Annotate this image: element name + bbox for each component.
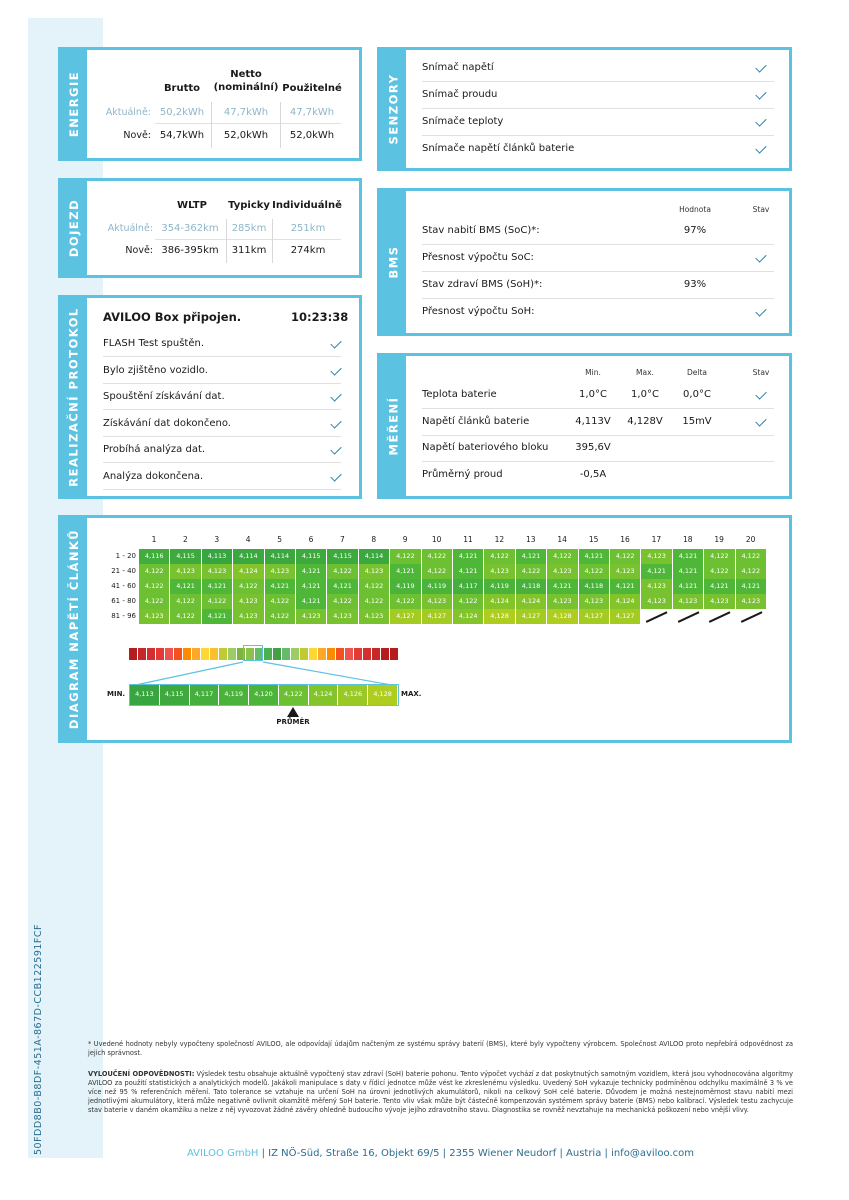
average-marker-icon [287, 707, 299, 717]
grid-row-label: 81 - 96 [111, 612, 136, 620]
grid-row-label: 41 - 60 [111, 582, 136, 590]
range-header-wltp: WLTP [177, 200, 207, 211]
check-icon [330, 470, 341, 481]
cell-voltage: 4,121 [704, 579, 735, 594]
scale-max-label: MAX. [401, 690, 422, 698]
divider [422, 435, 774, 436]
bms-tab: BMS [380, 191, 406, 333]
range-nove-typicky: 311km [231, 245, 267, 256]
cell-voltage: 4,122 [139, 579, 170, 594]
cell-voltage: 4,121 [673, 579, 704, 594]
protocol-time: 10:23:38 [291, 310, 349, 324]
divider [422, 298, 774, 299]
check-icon [755, 415, 766, 426]
spectrum-segment [363, 648, 371, 660]
energy-akt-brutto: 50,2kWh [159, 107, 205, 118]
meas-row-min: 395,6V [575, 442, 611, 453]
spectrum-segment [354, 648, 362, 660]
scale-cell: 4,119 [219, 685, 249, 705]
divider [422, 81, 774, 82]
divider [422, 108, 774, 109]
spectrum-segment [345, 648, 353, 660]
range-akt-indiv: 251km [290, 223, 326, 234]
cell-voltage: 4,122 [327, 564, 358, 579]
spectrum-segment [264, 648, 272, 660]
cell-voltage: 4,127 [579, 609, 610, 624]
cell-voltage: 4,122 [736, 549, 767, 564]
cell-voltage: 4,123 [547, 564, 578, 579]
scale-cell: 4,126 [338, 685, 368, 705]
divider [103, 409, 341, 410]
grid-column-header: 3 [214, 535, 220, 544]
cell-voltage: 4,123 [641, 594, 672, 609]
spectrum-segment [228, 648, 236, 660]
scale-cell: 4,117 [190, 685, 220, 705]
cell-voltage: 4,121 [736, 579, 767, 594]
address-text: | IZ NÖ-Süd, Straße 16, Objekt 69/5 | 2355 Wiener Neudorf | Austria | info@aviloo.com [258, 1148, 695, 1159]
grid-column-header: 9 [402, 535, 408, 544]
cell-voltage: 4,124 [610, 594, 641, 609]
meas-header-delta: Delta [686, 368, 707, 377]
cell-voltage: 4,121 [390, 564, 421, 579]
cell-voltage: 4,116 [139, 549, 170, 564]
spectrum-segment [327, 648, 335, 660]
cell-voltage: 4,128 [547, 609, 578, 624]
measurement-box [377, 353, 792, 499]
cell-voltage: 4,122 [265, 594, 296, 609]
check-icon [755, 251, 766, 262]
sensor-item-label: Snímače napětí článků baterie [422, 143, 575, 154]
scale-cell: 4,115 [160, 685, 190, 705]
divider [103, 436, 341, 437]
grid-row-label: 61 - 80 [111, 597, 136, 605]
cell-voltage: 4,122 [359, 594, 390, 609]
cell-voltage: 4,115 [327, 549, 358, 564]
cell-voltage: 4,121 [170, 579, 201, 594]
spectrum-segment [291, 648, 299, 660]
energy-akt-netto: 47,7kWh [223, 107, 269, 118]
grid-column-header: 4 [245, 535, 251, 544]
energy-header-netto: Netto (nominální) [213, 69, 279, 93]
divider [226, 219, 227, 263]
range-box [58, 178, 362, 278]
spectrum-segment [165, 648, 173, 660]
protocol-item-label: Získávání dat dokončeno. [103, 417, 231, 429]
energy-box [58, 47, 362, 161]
cell-voltage: 4,127 [610, 609, 641, 624]
check-icon [755, 61, 766, 72]
meas-row-min: 1,0°C [579, 389, 607, 400]
divider [272, 219, 273, 263]
energy-tab: ENERGIE [61, 50, 87, 158]
spectrum-segment [309, 648, 317, 660]
scale-cell: 4,128 [368, 685, 398, 705]
bms-row-label: Přesnost výpočtu SoC: [422, 252, 534, 263]
cell-voltage: 4,121 [265, 579, 296, 594]
cell-diagram-tab: DIAGRAM NAPĚTÍ ČLÁNKŮ [61, 518, 87, 740]
grid-column-header: 13 [526, 535, 536, 544]
check-icon [330, 364, 341, 375]
cell-voltage: 4,122 [704, 549, 735, 564]
meas-row-label: Průměrný proud [422, 468, 503, 480]
cell-voltage: 4,122 [610, 549, 641, 564]
company-name: AVILOO GmbH [186, 1148, 259, 1159]
bms-header-state: Stav [752, 205, 770, 214]
grid-column-header: 12 [494, 535, 505, 544]
cell-voltage: 4,124 [484, 594, 515, 609]
divider [422, 408, 774, 409]
empty-cell-slash [646, 611, 668, 622]
cell-voltage: 4,115 [296, 549, 327, 564]
range-header-individualne: Individuálně [272, 200, 342, 211]
empty-cell-slash [678, 611, 700, 622]
divider [422, 461, 774, 462]
grid-column-header: 11 [463, 535, 473, 544]
energy-label-nove: Nově: [123, 130, 151, 141]
grid-column-header: 16 [620, 535, 630, 544]
grid-column-header: 19 [714, 535, 724, 544]
bms-row-label: Stav zdraví BMS (SoH)*: [422, 279, 543, 290]
meas-row-max: 4,128V [627, 415, 663, 427]
cell-voltage: 4,122 [139, 594, 170, 609]
bms-row-value: 93% [683, 279, 707, 290]
cell-voltage: 4,113 [202, 549, 233, 564]
grid-column-header: 15 [588, 535, 599, 544]
energy-header-pouzitelne: Použitelné [282, 83, 342, 94]
divider [211, 102, 212, 148]
cell-voltage: 4,123 [641, 549, 672, 564]
cell-voltage: 4,121 [296, 564, 327, 579]
cell-voltage: 4,123 [170, 564, 201, 579]
energy-akt-pouz: 47,7kWh [289, 107, 335, 118]
cell-voltage: 4,123 [422, 594, 453, 609]
grid-column-header: 6 [308, 535, 314, 544]
cell-voltage: 4,123 [736, 594, 767, 609]
range-akt-typicky: 285km [231, 223, 267, 234]
check-icon [330, 417, 341, 428]
cell-voltage: 4,117 [453, 579, 484, 594]
bms-box [377, 188, 792, 336]
meas-row-delta: 15mV [682, 415, 712, 427]
cell-voltage: 4,115 [170, 549, 201, 564]
cell-voltage: 4,119 [422, 579, 453, 594]
sensors-tab: SENZORY [380, 50, 406, 168]
protocol-box [58, 295, 362, 499]
cell-voltage: 4,123 [641, 579, 672, 594]
cell-voltage: 4,127 [390, 609, 421, 624]
sensors-box [377, 47, 792, 171]
divider [280, 102, 281, 148]
spectrum-segment [273, 648, 281, 660]
cell-voltage: 4,121 [673, 564, 704, 579]
divider [155, 123, 341, 124]
cell-voltage: 4,119 [390, 579, 421, 594]
cell-voltage: 4,123 [233, 594, 264, 609]
cell-voltage: 4,121 [641, 564, 672, 579]
spectrum-highlight [243, 645, 263, 661]
cell-voltage: 4,121 [327, 579, 358, 594]
cell-voltage: 4,118 [579, 579, 610, 594]
grid-column-header: 8 [371, 535, 377, 544]
bms-row-label: Stav nabití BMS (SoC)*: [422, 225, 540, 236]
cell-voltage: 4,114 [233, 549, 264, 564]
scale-cell: 4,120 [249, 685, 279, 705]
range-tab: DOJEZD [61, 181, 87, 275]
protocol-tab: REALIZAČNÍ PROTOKOL [61, 298, 87, 496]
scale-cell: 4,113 [130, 685, 160, 705]
cell-voltage: 4,123 [359, 609, 390, 624]
sensor-item-label: Snímače teploty [422, 116, 504, 127]
energy-nove-netto: 52,0kWh [223, 130, 269, 141]
cell-voltage: 4,122 [453, 594, 484, 609]
color-spectrum [129, 648, 399, 660]
sensor-item-label: Snímač proudu [422, 89, 498, 100]
protocol-item-label: Probíhá analýza dat. [103, 444, 206, 455]
cell-voltage: 4,122 [170, 594, 201, 609]
energy-nove-pouz: 52,0kWh [289, 130, 335, 141]
cell-voltage: 4,128 [484, 609, 515, 624]
check-icon [755, 305, 766, 316]
meas-row-max: 1,0°C [631, 389, 659, 400]
meas-header-state: Stav [752, 368, 770, 377]
cell-voltage: 4,123 [327, 609, 358, 624]
cell-voltage: 4,122 [704, 564, 735, 579]
spectrum-segment [156, 648, 164, 660]
cell-voltage: 4,123 [139, 609, 170, 624]
measurement-tab: MĚŘENÍ [380, 356, 406, 496]
cell-voltage: 4,121 [516, 549, 547, 564]
cell-voltage: 4,122 [736, 564, 767, 579]
divider [422, 244, 774, 245]
disclaimer [88, 1070, 793, 1115]
spectrum-segment [201, 648, 209, 660]
disclaimer-text: Výsledek testu obsahuje aktuálně vypočtený stav zdraví (SoH) baterie pohonu. Tento výpočet vychází z dat poskytnutých samotným vozidlem, která jsou vyhodnocována algoritmy AVILOO za použití statistických a analytických modelů. Jakákoli manipulace s daty v řídicí jednotce může vést ke zkreslenému výsledku. Uvedený SoH vykazuje technicky podmíněnou odchylku maximálně 3 % ve více než 95 % referenčních měření. Tato tolerance se vztahuje na určení SoH na úrovni jednotlivých akumulátorů, nikoli na celkový SoH celé baterie. Důvodem je možná nestejnoměrnost stavu nabití mezi jednotlivými akumulátory, která může negativně ovlivnit okamžitě měřený SoH baterie. Tento vliv však může být částečně kompenzován systémem správy baterie (BMS) nebo kalibrací. Výsledek testu zachycuje stav baterie v daném okamžiku a nelze z něj vyvozovat žádné závěry ohledně budoucího vývoje jejího zdravotního stavu. Diagnostika se rovněž nevztahuje na mechanická poškození nebo vnější vlivy. [88, 1070, 794, 1114]
cell-voltage: 4,114 [265, 549, 296, 564]
cell-voltage: 4,122 [422, 549, 453, 564]
disclaimer-title: VYLOUČENÍ ODPOVĚDNOSTI: [88, 1070, 195, 1078]
cell-voltage: 4,123 [579, 594, 610, 609]
cell-voltage: 4,122 [139, 564, 170, 579]
meas-row-label: Napětí článků baterie [422, 415, 530, 427]
cell-voltage: 4,123 [610, 564, 641, 579]
spectrum-segment [129, 648, 137, 660]
spectrum-segment [390, 648, 398, 660]
spectrum-segment [381, 648, 389, 660]
grid-row-label: 1 - 20 [115, 552, 136, 560]
range-header-typicky: Typicky [228, 200, 270, 211]
spectrum-segment [210, 648, 218, 660]
grid-column-header: 14 [557, 535, 567, 544]
range-nove-indiv: 274km [290, 245, 326, 256]
divider [103, 383, 341, 384]
spectrum-segment [282, 648, 290, 660]
cell-voltage: 4,121 [579, 549, 610, 564]
cell-voltage: 4,127 [516, 609, 547, 624]
protocol-item-label: Bylo zjištěno vozidlo. [103, 364, 208, 376]
cell-voltage: 4,123 [547, 594, 578, 609]
empty-cell-slash [709, 611, 731, 622]
meas-header-min: Min. [585, 368, 601, 377]
check-icon [330, 337, 341, 348]
meas-row-label: Napětí bateriového bloku [422, 442, 549, 453]
cell-voltage: 4,122 [233, 579, 264, 594]
document-id: 50FDD8B0-B8DF-451A-867D-CCB122591FCF [33, 924, 44, 1155]
cell-voltage: 4,123 [233, 609, 264, 624]
protocol-title: AVILOO Box připojen. [103, 310, 242, 324]
divider [103, 462, 341, 463]
cell-diagram-box [58, 515, 792, 743]
cell-voltage: 4,121 [296, 594, 327, 609]
spectrum-segment [192, 648, 200, 660]
cell-voltage: 4,122 [516, 564, 547, 579]
cell-voltage: 4,122 [170, 609, 201, 624]
cell-voltage: 4,122 [202, 594, 233, 609]
cell-voltage: 4,124 [516, 594, 547, 609]
cell-voltage: 4,122 [390, 549, 421, 564]
check-icon [330, 443, 341, 454]
cell-voltage: 4,119 [484, 579, 515, 594]
cell-voltage: 4,123 [296, 609, 327, 624]
range-akt-wltp: 354-362km [161, 223, 219, 234]
grid-row-label: 21 - 40 [111, 567, 136, 575]
grid-column-header: 1 [151, 535, 157, 544]
spectrum-segment [174, 648, 182, 660]
spectrum-segment [147, 648, 155, 660]
spectrum-segment [138, 648, 146, 660]
cell-voltage: 4,123 [704, 594, 735, 609]
divider [422, 135, 774, 136]
divider [422, 271, 774, 272]
footer-address [88, 1148, 793, 1159]
cell-voltage: 4,124 [453, 609, 484, 624]
grid-column-header: 2 [183, 535, 188, 544]
cell-voltage: 4,114 [359, 549, 390, 564]
divider [155, 239, 341, 240]
meas-row-delta: 0,0°C [683, 389, 711, 400]
sensor-item-label: Snímač napětí [422, 62, 494, 73]
spectrum-segment [372, 648, 380, 660]
average-label: PRŮMĚR [276, 718, 310, 726]
divider [103, 356, 341, 357]
cell-voltage: 4,122 [547, 549, 578, 564]
cell-voltage: 4,122 [327, 594, 358, 609]
cell-voltage: 4,122 [579, 564, 610, 579]
cell-voltage: 4,123 [484, 564, 515, 579]
range-nove-wltp: 386-395km [161, 245, 219, 256]
meas-row-label: Teplota baterie [422, 389, 497, 400]
energy-nove-brutto: 54,7kWh [159, 130, 205, 141]
check-icon [755, 115, 766, 126]
check-icon [755, 88, 766, 99]
voltage-scale [129, 684, 399, 706]
protocol-item-label: Analýza dokončena. [103, 470, 204, 482]
meas-row-min: -0,5A [579, 468, 607, 480]
protocol-item-label: Spouštění získávání dat. [103, 391, 225, 402]
cell-voltage: 4,121 [673, 549, 704, 564]
divider [103, 489, 341, 490]
scale-cell: 4,124 [309, 685, 339, 705]
spectrum-segment [219, 648, 227, 660]
cell-voltage: 4,123 [673, 594, 704, 609]
check-icon [755, 388, 766, 399]
spectrum-segment [336, 648, 344, 660]
cell-voltage: 4,118 [516, 579, 547, 594]
grid-column-header: 18 [683, 535, 693, 544]
cell-voltage: 4,121 [202, 609, 233, 624]
cell-voltage: 4,123 [265, 564, 296, 579]
spectrum-segment [318, 648, 326, 660]
range-label-aktualne: Aktuálně: [107, 223, 153, 234]
protocol-item-label: FLASH Test spuštěn. [103, 338, 205, 349]
meas-header-max: Max. [636, 368, 654, 377]
meas-row-min: 4,113V [575, 415, 611, 427]
grid-column-header: 10 [431, 535, 442, 544]
cell-voltage: 4,122 [390, 594, 421, 609]
cell-voltage: 4,121 [453, 564, 484, 579]
cell-voltage: 4,121 [610, 579, 641, 594]
grid-column-header: 20 [745, 535, 756, 544]
cell-voltage: 4,123 [359, 564, 390, 579]
spectrum-segment [183, 648, 191, 660]
grid-column-header: 17 [651, 535, 662, 544]
check-icon [755, 142, 766, 153]
cell-voltage: 4,121 [202, 579, 233, 594]
cell-voltage: 4,121 [453, 549, 484, 564]
bms-header-value: Hodnota [679, 205, 711, 214]
cell-voltage: 4,124 [233, 564, 264, 579]
grid-column-header: 5 [277, 535, 282, 544]
empty-cell-slash [740, 611, 762, 622]
cell-voltage: 4,121 [296, 579, 327, 594]
range-label-nove: Nově: [125, 245, 153, 256]
cell-voltage: 4,122 [484, 549, 515, 564]
cell-voltage: 4,122 [422, 564, 453, 579]
cell-voltage: 4,121 [547, 579, 578, 594]
footnote: * Uvedené hodnoty nebyly vypočteny společností AVILOO, ale odpovídají údajům načteným ze systému správy baterií (BMS), které byly vypočteny výrobcem. Společnost AVILOO proto nepřebírá odpovědnost za jejich správnost. [88, 1040, 793, 1057]
scale-min-label: MIN. [107, 690, 126, 698]
energy-header-brutto: Brutto [163, 83, 201, 94]
cell-voltage: 4,122 [359, 579, 390, 594]
energy-label-aktualne: Aktuálně: [105, 107, 151, 118]
bms-row-label: Přesnost výpočtu SoH: [422, 306, 535, 317]
cell-voltage: 4,127 [422, 609, 453, 624]
spectrum-segment [300, 648, 308, 660]
cell-voltage: 4,122 [265, 609, 296, 624]
bms-row-value: 97% [683, 225, 707, 236]
cell-voltage: 4,123 [202, 564, 233, 579]
check-icon [330, 390, 341, 401]
scale-cell: 4,122 [279, 685, 309, 705]
grid-column-header: 7 [340, 535, 345, 544]
